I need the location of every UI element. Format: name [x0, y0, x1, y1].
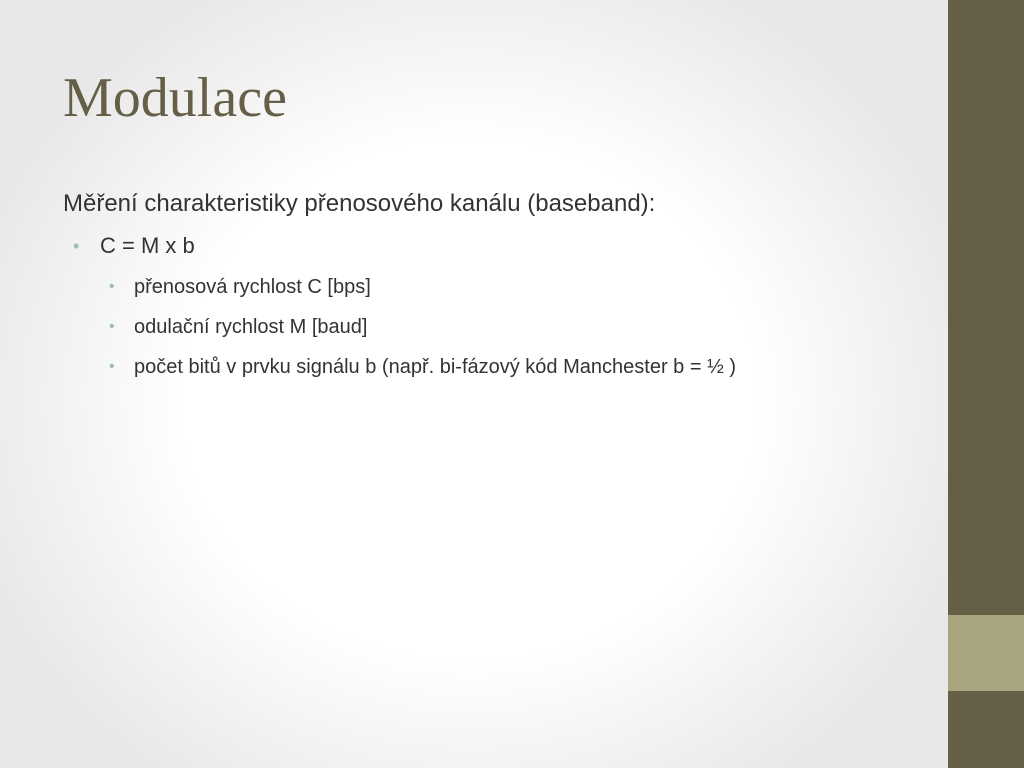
bullet-icon: •: [73, 236, 80, 256]
side-decoration-accent: [948, 615, 1024, 691]
bullet-icon: •: [109, 278, 115, 295]
slide-title: Modulace: [63, 67, 287, 129]
sub-bullet-item-text: odulační rychlost M [baud]: [134, 316, 368, 338]
bullet-item-formula-text: C = M x b: [100, 233, 195, 258]
sub-bullet-item-bitrate: [63, 273, 893, 307]
intro-text: Měření charakteristiky přenosového kanálu (baseband):: [63, 190, 656, 217]
sub-bullet-item-text: počet bitů v prvku signálu b (např. bi-fázový kód Manchester b = ½ ): [134, 356, 736, 378]
bullet-icon: •: [109, 358, 115, 375]
bullet-icon: •: [109, 318, 115, 335]
sub-bullet-item-text: přenosová rychlost C [bps]: [134, 276, 371, 298]
bullet-item-formula: [63, 225, 893, 267]
sub-bullet-item-bits-per-element: [63, 353, 893, 387]
sub-bullet-item-baudrate: [63, 313, 893, 347]
slide-body: [63, 183, 893, 387]
